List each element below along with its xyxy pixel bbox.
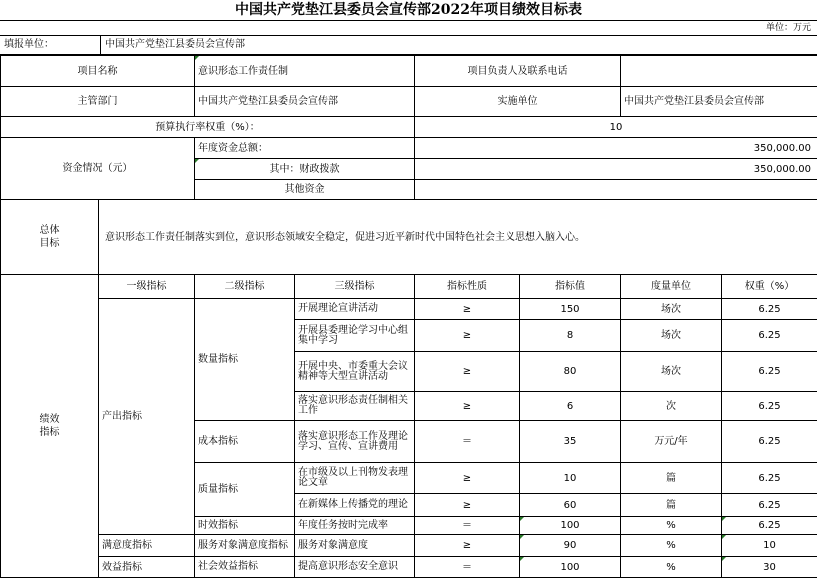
project-info-table	[0, 55, 817, 200]
project-leader-value	[621, 56, 817, 87]
value-cell: 90	[520, 535, 621, 557]
level2-quality: 质量指标	[195, 463, 295, 517]
unit-cell: 场次	[621, 320, 722, 352]
filler-label: 填报单位：	[0, 36, 101, 54]
funds-fiscal-value: 350,000.00	[415, 159, 817, 180]
funds-label: 资金情况（元）	[1, 138, 195, 200]
goal-text: 意识形态工作责任制落实到位，意识形态领域安全稳定，促进习近平新时代中国特色社会主义思想入脑入心。	[99, 200, 817, 275]
value-cell: 35	[520, 421, 621, 463]
unit-cell: %	[621, 535, 722, 557]
funds-fiscal-label: 其中：财政拨款	[195, 159, 415, 180]
weight-cell: 6.25	[722, 421, 817, 463]
nature-cell: ≥	[415, 463, 520, 494]
level3-cell: 落实意识形态责任制相关工作	[295, 392, 415, 421]
level3-cell: 开展中央、市委重大会议精神等大型宣讲活动	[295, 352, 415, 392]
project-leader-label: 项目负责人及联系电话	[415, 56, 621, 87]
level2-service-satisfaction: 服务对象满意度指标	[195, 535, 295, 557]
weight-cell: 6.25	[722, 463, 817, 494]
dept-value: 中国共产党垫江县委员会宣传部	[195, 87, 415, 117]
level1-output: 产出指标	[99, 299, 195, 535]
sheet-title: 中国共产党垫江县委员会宣传部2022年项目绩效目标表	[0, 0, 817, 21]
impl-label: 实施单位	[415, 87, 621, 117]
value-cell: 60	[520, 494, 621, 517]
perf-label: 绩效指标	[1, 275, 99, 578]
budget-weight-value: 10	[415, 117, 817, 138]
level3-cell: 年度任务按时完成率	[295, 517, 415, 535]
perf-header: 指标性质	[415, 275, 520, 299]
filler-value: 中国共产党垫江县委员会宣传部	[105, 39, 245, 50]
filler-row	[0, 35, 817, 55]
funds-other-value	[415, 180, 817, 200]
perf-header: 度量单位	[621, 275, 722, 299]
value-cell: 6	[520, 392, 621, 421]
funds-other-label: 其他资金	[195, 180, 415, 200]
level1-satisfaction: 满意度指标	[99, 535, 195, 557]
level3-cell: 在新媒体上传播党的理论	[295, 494, 415, 517]
weight-cell: 6.25	[722, 320, 817, 352]
nature-cell: ≥	[415, 535, 520, 557]
level3-cell: 在市级及以上刊物发表理论文章	[295, 463, 415, 494]
value-cell: 100	[520, 557, 621, 578]
weight-cell: 30	[722, 557, 817, 578]
level2-timeliness: 时效指标	[195, 517, 295, 535]
nature-cell: ≥	[415, 392, 520, 421]
project-name-value: 意识形态工作责任制	[195, 56, 415, 87]
budget-weight-label: 预算执行率权重（%）：	[1, 117, 415, 138]
unit-cell: 次	[621, 392, 722, 421]
level2-quantity: 数量指标	[195, 299, 295, 421]
unit-cell: %	[621, 517, 722, 535]
perf-header: 一级指标	[99, 275, 195, 299]
unit-cell: 篇	[621, 463, 722, 494]
nature-cell: ＝	[415, 421, 520, 463]
level3-cell: 开展县委理论学习中心组集中学习	[295, 320, 415, 352]
nature-cell: ＝	[415, 557, 520, 578]
value-cell: 100	[520, 517, 621, 535]
weight-cell: 6.25	[722, 392, 817, 421]
funds-total-label: 年度资金总额：	[195, 138, 415, 159]
value-cell: 8	[520, 320, 621, 352]
nature-cell: ≥	[415, 320, 520, 352]
level3-cell: 服务对象满意度	[295, 535, 415, 557]
weight-cell: 6.25	[722, 352, 817, 392]
unit-cell: 万元/年	[621, 421, 722, 463]
weight-cell: 10	[722, 535, 817, 557]
nature-cell: ≥	[415, 352, 520, 392]
unit-cell: 场次	[621, 299, 722, 320]
level3-cell: 开展理论宣讲活动	[295, 299, 415, 320]
weight-cell: 6.25	[722, 299, 817, 320]
level3-cell: 落实意识形态工作及理论学习、宣传、宣讲费用	[295, 421, 415, 463]
value-cell: 10	[520, 463, 621, 494]
perf-header: 二级指标	[195, 275, 295, 299]
weight-cell: 6.25	[722, 494, 817, 517]
level2-social-benefit: 社会效益指标	[195, 557, 295, 578]
unit-note: 单位：万元	[765, 23, 811, 33]
perf-header: 权重（%）	[722, 275, 817, 299]
level1-benefit: 效益指标	[99, 557, 195, 578]
unit-cell: 场次	[621, 352, 722, 392]
weight-cell: 6.25	[722, 517, 817, 535]
perf-table	[0, 274, 817, 578]
unit-cell: %	[621, 557, 722, 578]
perf-header: 三级指标	[295, 275, 415, 299]
goal-label: 总体目标	[1, 200, 99, 275]
value-cell: 150	[520, 299, 621, 320]
nature-cell: ＝	[415, 517, 520, 535]
impl-value: 中国共产党垫江县委员会宣传部	[621, 87, 817, 117]
nature-cell: ≥	[415, 299, 520, 320]
nature-cell: ≥	[415, 494, 520, 517]
dept-label: 主管部门	[1, 87, 195, 117]
value-cell: 80	[520, 352, 621, 392]
level2-cost: 成本指标	[195, 421, 295, 463]
unit-cell: 篇	[621, 494, 722, 517]
level3-cell: 提高意识形态安全意识	[295, 557, 415, 578]
goal-table	[0, 199, 817, 275]
funds-total-value: 350,000.00	[415, 138, 817, 159]
project-name-label: 项目名称	[1, 56, 195, 87]
perf-header: 指标值	[520, 275, 621, 299]
